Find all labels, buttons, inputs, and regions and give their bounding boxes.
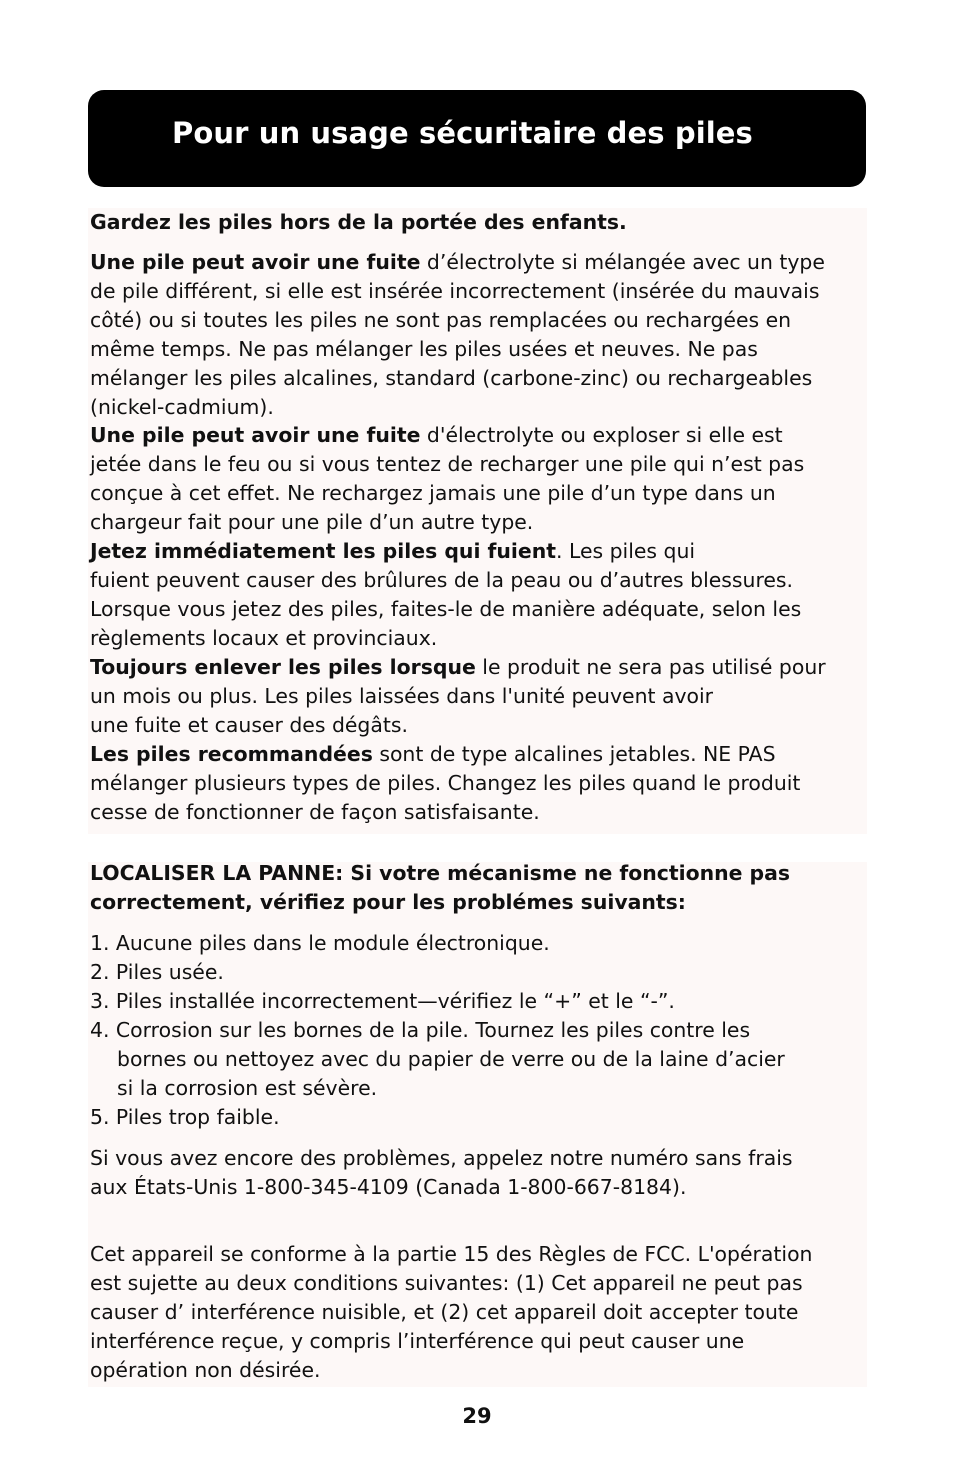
leak2-line: chargeur fait pour une pile d’un autre type. [90, 510, 534, 534]
battery-safety-panel [88, 208, 867, 834]
list-item: 5. Piles trop faible. [90, 1105, 280, 1129]
contact-line: aux États-Unis 1-800-345-4109 (Canada 1-800-667-8184). [90, 1175, 687, 1199]
title-banner [88, 90, 866, 187]
list-item-continuation: si la corrosion est sévère. [117, 1076, 378, 1100]
fcc-line: Cet appareil se conforme à la partie 15 des Règles de FCC. L'opération [90, 1242, 813, 1266]
troubleshooting-heading [90, 859, 867, 917]
leak-mixing-paragraph [90, 248, 867, 422]
list-item-continuation: bornes ou nettoyez avec du papier de verre ou de la laine d’acier [117, 1047, 785, 1071]
keep-away-text: Gardez les piles hors de la portée des enfants. [90, 210, 627, 234]
remove-line: une fuite et causer des dégâts. [90, 713, 408, 737]
discard-line: Lorsque vous jetez des piles, faites-le de manière adéquate, selon les [90, 597, 802, 621]
contact-line: Si vous avez encore des problèmes, appelez notre numéro sans frais [90, 1146, 793, 1170]
remove-bold: Toujours enlever les piles lorsque [90, 655, 476, 679]
recommended-bold: Les piles recommandées [90, 742, 373, 766]
leak1-line: de pile différent, si elle est insérée incorrectement (insérée du mauvais [90, 279, 820, 303]
leak-fire-paragraph [90, 421, 867, 537]
recommended-paragraph [90, 740, 867, 827]
leak1-line: d’électrolyte si mélangée avec un type [420, 250, 825, 274]
leak2-bold: Une pile peut avoir une fuite [90, 423, 421, 447]
list-item: 4. Corrosion sur les bornes de la pile. Tournez les piles contre les [90, 1018, 751, 1042]
leak2-line: conçue à cet effet. Ne rechargez jamais une pile d’un type dans un [90, 481, 776, 505]
heading-line: correctement, vérifiez pour les problémes suivants: [90, 890, 686, 914]
discard-bold: Jetez immédiatement les piles qui fuient [90, 539, 556, 563]
page-title: Pour un usage sécuritaire des piles [172, 116, 753, 150]
discard-paragraph [90, 537, 867, 653]
discard-line: . Les piles qui [556, 539, 696, 563]
fcc-line: causer d’ interférence nuisible, et (2) cet appareil doit accepter toute [90, 1300, 799, 1324]
recommended-line: mélanger plusieurs types de piles. Changez les piles quand le produit [90, 771, 801, 795]
contact-paragraph [90, 1144, 867, 1202]
leak1-line: mélanger les piles alcalines, standard (carbone-zinc) ou rechargeables [90, 366, 813, 390]
discard-line: fuient peuvent causer des brûlures de la peau ou d’autres blessures. [90, 568, 794, 592]
fcc-line: est sujette au deux conditions suivantes: (1) Cet appareil ne peut pas [90, 1271, 803, 1295]
heading-line: LOCALISER LA PANNE: Si votre mécanisme ne fonctionne pas [90, 861, 791, 885]
problem-list [90, 929, 867, 1132]
troubleshooting-panel [88, 862, 867, 1387]
fcc-line: interférence reçue, y compris l’interférence qui peut causer une [90, 1329, 745, 1353]
list-item: 1. Aucune piles dans le module électronique. [90, 931, 550, 955]
leak1-line: même temps. Ne pas mélanger les piles usées et neuves. Ne pas [90, 337, 758, 361]
leak2-line: jetée dans le feu ou si vous tentez de recharger une pile qui n’est pas [90, 452, 805, 476]
remove-line: le produit ne sera pas utilisé pour [475, 655, 826, 679]
remove-line: un mois ou plus. Les piles laissées dans l'unité peuvent avoir [90, 684, 714, 708]
leak1-line: côté) ou si toutes les piles ne sont pas remplacées ou rechargées en [90, 308, 792, 332]
list-item: 3. Piles installée incorrectement—vérifiez le “+” et le “-”. [90, 989, 675, 1013]
list-item: 2. Piles usée. [90, 960, 224, 984]
leak1-bold: Une pile peut avoir une fuite [90, 250, 421, 274]
leak2-line: d'électrolyte ou exploser si elle est [420, 423, 783, 447]
fcc-paragraph [90, 1240, 867, 1385]
recommended-line: cesse de fonctionner de façon satisfaisante. [90, 800, 540, 824]
remove-paragraph [90, 653, 867, 740]
fcc-line: opération non désirée. [90, 1358, 321, 1382]
leak1-line: (nickel-cadmium). [90, 395, 274, 419]
page-number: 29 [462, 1404, 492, 1428]
recommended-line: sont de type alcalines jetables. NE PAS [372, 742, 776, 766]
keep-away-warning [90, 208, 867, 237]
discard-line: règlements locaux et provinciaux. [90, 626, 438, 650]
